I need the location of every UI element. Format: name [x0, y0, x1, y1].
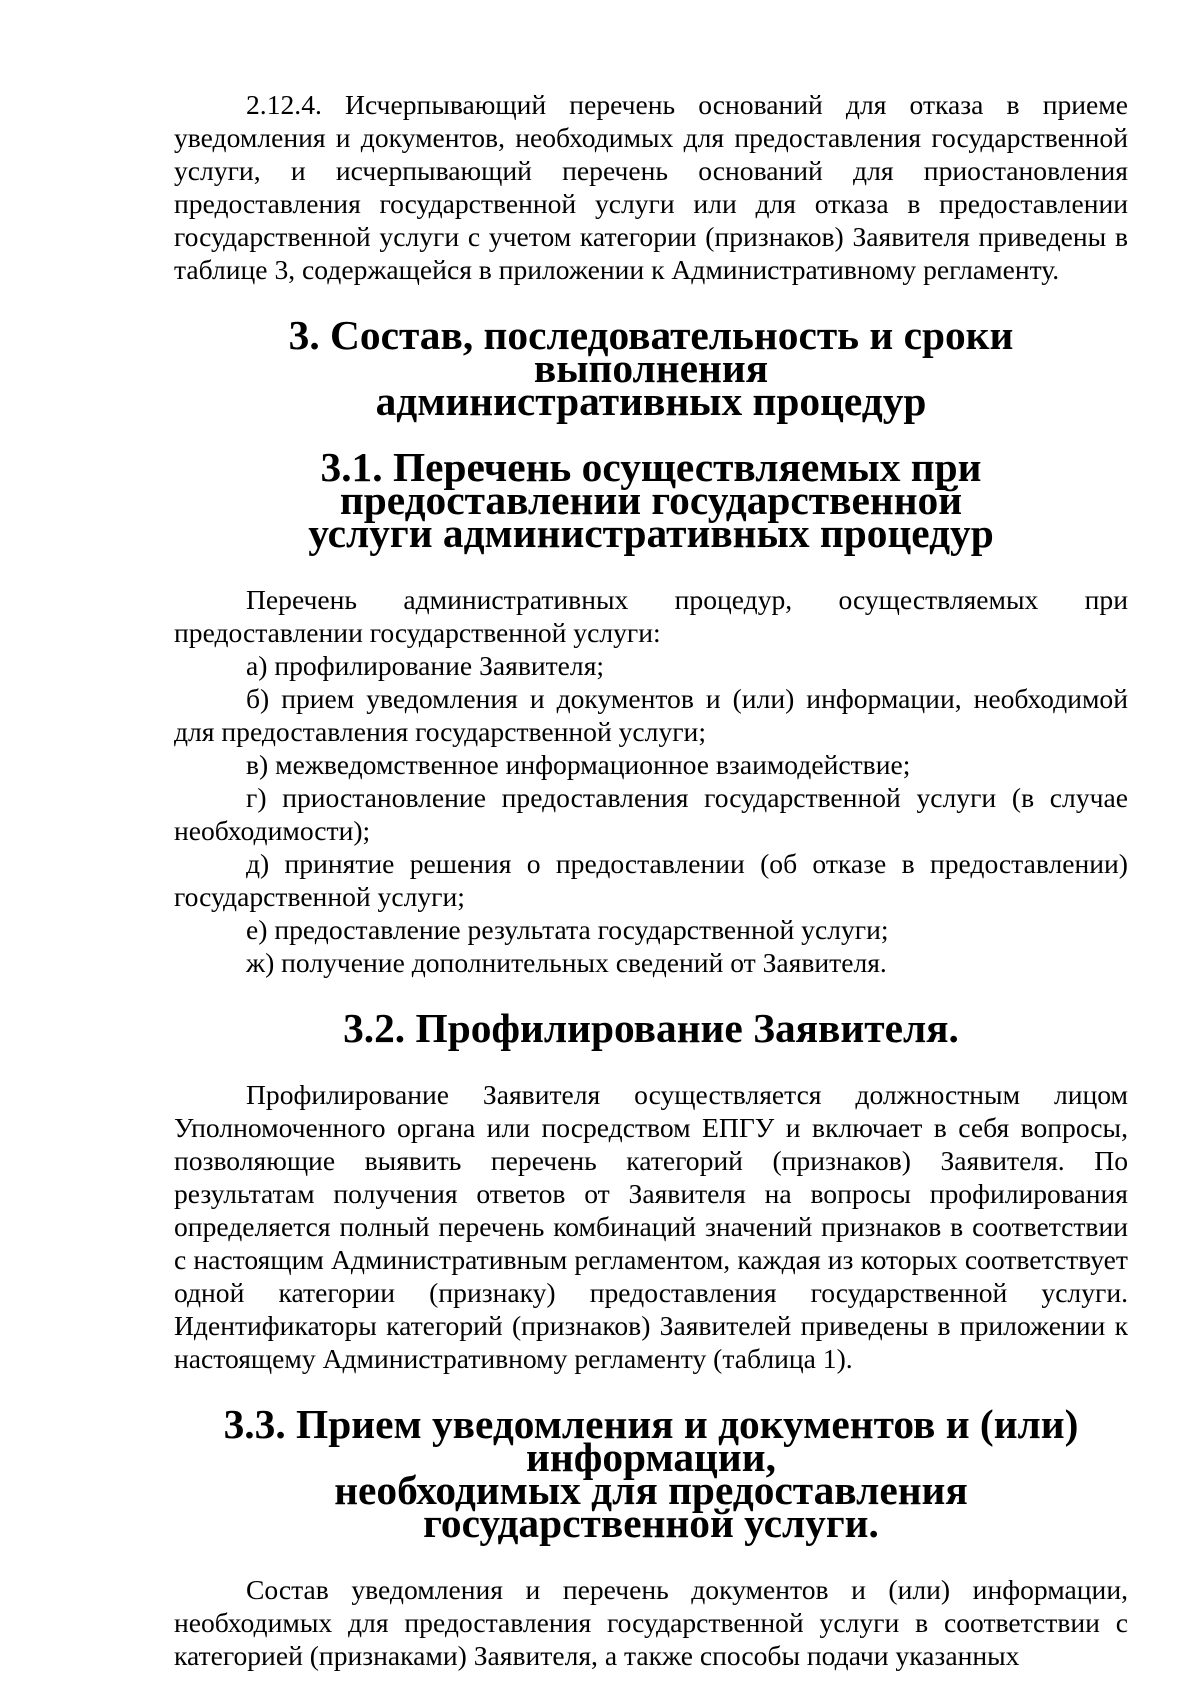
list-item: а) профилирование Заявителя;	[246, 650, 605, 681]
intro-paragraph: 2.12.4. Исчерпывающий перечень оснований для отказа в приеме уведомления и документов, необходимых для предоставления государственной услуги, и исчерпывающий перечень оснований для приостановления предоставления государственной услуги или для отказа в предоставлении государственной услуги с учетом категории (признаков) Заявителя приведены в таблице 3, содержащейся в приложении к Административному регламенту.	[174, 89, 1128, 285]
section-3-heading	[174, 312, 1128, 424]
list-item: ж) получение дополнительных сведений от Заявителя.	[246, 947, 887, 978]
list-item: д) принятие решения о предоставлении (об отказе в предоставлении) государственной услуги;	[174, 848, 1128, 912]
section-3-1-heading-line-2: услуги административных процедур	[308, 510, 994, 556]
list-item: е) предоставление результата государственной услуги;	[246, 914, 889, 945]
section-3-2-paragraph: Профилирование Заявителя осуществляется должностным лицом Уполномоченного органа или посредством ЕПГУ и включает в себя вопросы, позволяющие выявить перечень категорий (признаков) Заявителя. По результатам получения ответов от Заявителя на вопросы профилирования определяется полный перечень комбинаций значений признаков в соответствии с настоящим Административным регламентом, каждая из которых соответствует одной категории (признаку) предоставления государственной услуги. Идентификаторы категорий (признаков) Заявителей приведены в приложении к настоящему Административному регламенту (таблица 1).	[174, 1079, 1128, 1374]
section-3-2-heading: 3.2. Профилирование Заявителя.	[343, 1005, 959, 1051]
section-3-3-heading-line-1: 3.3. Прием уведомления и документов и (или) информации,	[223, 1401, 1079, 1480]
list-item: б) прием уведомления и документов и (или) информации, необходимой для предоставления государственной услуги;	[174, 683, 1128, 747]
list-item: в) межведомственное информационное взаимодействие;	[246, 749, 911, 780]
section-3-heading-line-1: 3. Состав, последовательность и сроки выполнения	[288, 312, 1014, 391]
section-3-3-paragraph: Состав уведомления и перечень документов и (или) информации, необходимых для предоставления государственной услуги в соответствии с категорией (признаками) Заявителя, а также способы подачи указанных	[174, 1574, 1128, 1671]
section-3-3-heading-line-2: необходимых для предоставления государственной услуги.	[334, 1467, 968, 1546]
section-3-1-heading	[174, 444, 1128, 556]
section-3-1-intro: Перечень административных процедур, осуществляемых при предоставлении государственной услуги:	[174, 584, 1128, 648]
document-page	[174, 88, 1128, 1672]
section-3-1-heading-line-1: 3.1. Перечень осуществляемых при предоставлении государственной	[320, 444, 982, 523]
section-3-3-heading	[174, 1401, 1128, 1546]
list-item: г) приостановление предоставления государственной услуги (в случае необходимости);	[174, 782, 1128, 846]
section-3-heading-line-2: административных процедур	[375, 378, 927, 424]
